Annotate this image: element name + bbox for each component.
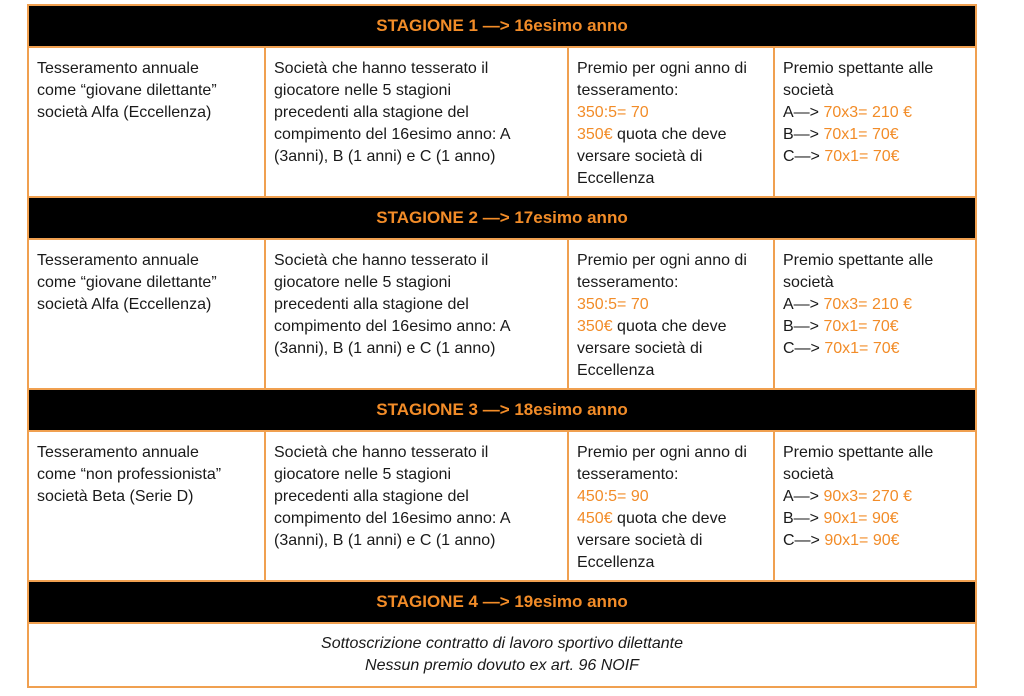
club-premium-a xyxy=(783,486,967,508)
clubs-line: Società che hanno tesserato il xyxy=(274,60,489,77)
club-label: C—> xyxy=(783,532,825,549)
clubs-cell xyxy=(266,432,569,580)
club-label: B—> xyxy=(783,318,824,335)
premium-calc: 350:5= 70 xyxy=(577,104,649,121)
club-label: A—> xyxy=(783,296,824,313)
clubs-line: compimento del 16esimo anno: A xyxy=(274,126,511,143)
club-premium-b xyxy=(783,124,967,146)
season-row xyxy=(29,48,975,198)
season4-no-premium-line: Nessun premio dovuto ex art. 96 NOIF xyxy=(365,657,639,674)
club-premium-a xyxy=(783,294,967,316)
quota-amount: 350€ xyxy=(577,318,613,335)
club-label: C—> xyxy=(783,340,825,357)
clubs-line: giocatore nelle 5 stagioni xyxy=(274,466,452,483)
club-value: 70x1= 70€ xyxy=(823,126,899,143)
club-premium-c xyxy=(783,146,967,168)
club-premium-b xyxy=(783,508,967,530)
club-value: 70x1= 70€ xyxy=(824,340,900,357)
premium-due-intro: società xyxy=(783,274,834,291)
quota-text: quota che deve xyxy=(612,126,727,143)
clubs-line: Società che hanno tesserato il xyxy=(274,444,489,461)
season-header: STAGIONE 2 —> 17esimo anno xyxy=(29,198,975,240)
registration-line: Tesseramento annuale xyxy=(37,252,199,269)
premium-intro: tesseramento: xyxy=(577,274,679,291)
club-premium-c xyxy=(783,530,967,552)
quota-tail: Eccellenza xyxy=(577,362,655,379)
clubs-line: (3anni), B (1 anni) e C (1 anno) xyxy=(274,148,496,165)
premium-intro: tesseramento: xyxy=(577,466,679,483)
club-value: 70x1= 70€ xyxy=(824,148,900,165)
quota-tail: Eccellenza xyxy=(577,170,655,187)
quota-tail: Eccellenza xyxy=(577,554,655,571)
quota-text: quota che deve xyxy=(612,318,727,335)
club-value: 70x3= 210 € xyxy=(823,296,912,313)
clubs-line: Società che hanno tesserato il xyxy=(274,252,489,269)
clubs-line: precedenti alla stagione del xyxy=(274,104,469,121)
club-label: A—> xyxy=(783,488,824,505)
club-value: 70x1= 70€ xyxy=(823,318,899,335)
club-label: B—> xyxy=(783,510,824,527)
quota-text: quota che deve xyxy=(612,510,727,527)
quota-amount: 350€ xyxy=(577,126,613,143)
club-value: 90x3= 270 € xyxy=(823,488,912,505)
club-label: A—> xyxy=(783,104,824,121)
season4-note xyxy=(29,624,975,686)
clubs-line: giocatore nelle 5 stagioni xyxy=(274,82,452,99)
clubs-line: (3anni), B (1 anni) e C (1 anno) xyxy=(274,340,496,357)
season-row xyxy=(29,240,975,390)
quota-tail: versare società di xyxy=(577,532,703,549)
club-label: C—> xyxy=(783,148,825,165)
quota-line xyxy=(577,124,765,146)
premium-due-intro: società xyxy=(783,466,834,483)
premium-per-year-cell xyxy=(569,240,775,388)
clubs-line: precedenti alla stagione del xyxy=(274,296,469,313)
club-premium-b xyxy=(783,316,967,338)
quota-amount: 450€ xyxy=(577,510,613,527)
clubs-line: compimento del 16esimo anno: A xyxy=(274,318,511,335)
premium-intro: tesseramento: xyxy=(577,82,679,99)
clubs-line: giocatore nelle 5 stagioni xyxy=(274,274,452,291)
quota-tail: versare società di xyxy=(577,148,703,165)
premium-due-intro: Premio spettante alle xyxy=(783,60,934,77)
registration-line: come “giovane dilettante” xyxy=(37,274,217,291)
club-value: 90x1= 90€ xyxy=(824,532,900,549)
registration-line: società Beta (Serie D) xyxy=(37,488,194,505)
season-header: STAGIONE 4 —> 19esimo anno xyxy=(29,582,975,624)
registration-cell xyxy=(29,432,266,580)
premium-due-cell xyxy=(775,432,975,580)
registration-line: Tesseramento annuale xyxy=(37,60,199,77)
club-label: B—> xyxy=(783,126,824,143)
clubs-cell xyxy=(266,240,569,388)
clubs-line: (3anni), B (1 anni) e C (1 anno) xyxy=(274,532,496,549)
clubs-line: precedenti alla stagione del xyxy=(274,488,469,505)
registration-line: come “giovane dilettante” xyxy=(37,82,217,99)
club-value: 90x1= 90€ xyxy=(823,510,899,527)
club-premium-a xyxy=(783,102,967,124)
premium-per-year-cell xyxy=(569,48,775,196)
clubs-line: compimento del 16esimo anno: A xyxy=(274,510,511,527)
quota-tail: versare società di xyxy=(577,340,703,357)
quota-line xyxy=(577,508,765,530)
club-value: 70x3= 210 € xyxy=(823,104,912,121)
registration-line: Tesseramento annuale xyxy=(37,444,199,461)
quota-line xyxy=(577,316,765,338)
premium-calc: 450:5= 90 xyxy=(577,488,649,505)
club-premium-c xyxy=(783,338,967,360)
season-row xyxy=(29,432,975,582)
clubs-cell xyxy=(266,48,569,196)
season4-contract-line: Sottoscrizione contratto di lavoro sportivo dilettante xyxy=(321,635,683,652)
season-header: STAGIONE 1 —> 16esimo anno xyxy=(29,6,975,48)
premium-due-intro: Premio spettante alle xyxy=(783,444,934,461)
premium-calc: 350:5= 70 xyxy=(577,296,649,313)
premium-intro: Premio per ogni anno di xyxy=(577,252,747,269)
registration-cell xyxy=(29,48,266,196)
premium-due-cell xyxy=(775,48,975,196)
premium-due-intro: società xyxy=(783,82,834,99)
premium-due-cell xyxy=(775,240,975,388)
premium-intro: Premio per ogni anno di xyxy=(577,444,747,461)
registration-line: come “non professionista” xyxy=(37,466,222,483)
premium-intro: Premio per ogni anno di xyxy=(577,60,747,77)
registration-line: società Alfa (Eccellenza) xyxy=(37,296,212,313)
premium-per-year-cell xyxy=(569,432,775,580)
registration-line: società Alfa (Eccellenza) xyxy=(37,104,212,121)
premi-table xyxy=(27,4,977,688)
premium-due-intro: Premio spettante alle xyxy=(783,252,934,269)
season-header: STAGIONE 3 —> 18esimo anno xyxy=(29,390,975,432)
registration-cell xyxy=(29,240,266,388)
